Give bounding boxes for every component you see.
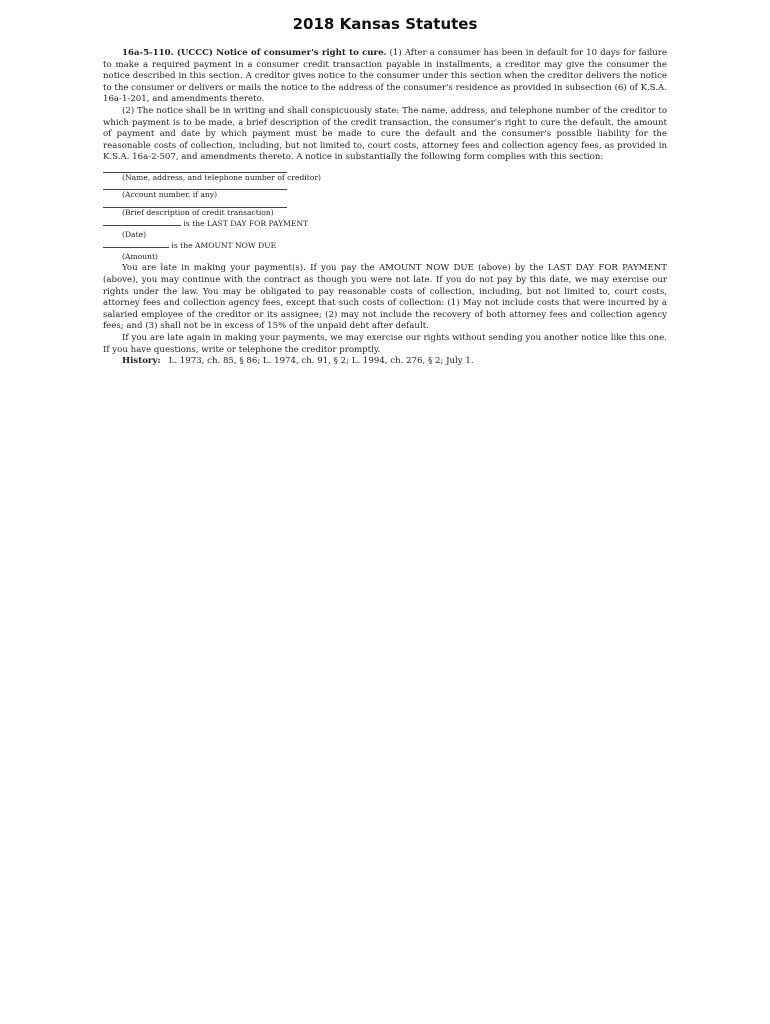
transaction-label: (Brief description of credit transaction): [122, 207, 274, 217]
section-text-1: (1) After a consumer has been in default for 10 days for failure to make a required payment in a consumer credit transaction payable in installments, a creditor may give the consumer the notice described in this section. A creditor gives notice to the consumer under this section when the creditor delivers the notice to the consumer or delivers or mails the notice to the address of the consumer's residence as provided in subsection (6) of K.S.A. 16a-1-201, and amendments thereto.: [103, 48, 667, 105]
creditor-line: [103, 166, 287, 173]
page-title: 2018 Kansas Statutes: [292, 15, 478, 33]
date-blank: [103, 218, 181, 226]
section-heading: 16a-5-110. (UCCC) Notice of consumer's right to cure.: [122, 48, 387, 58]
section-paragraph-2: (2) The notice shall be in writing and shall conspicuously state: The name, address, and telephone number of the creditor to which payment is to be made, a brief description of the credit transaction, the consumer's right to cure the default, the amount of payment and date by which payment must be made to cure the default and the consumer's possible liability for the reasonable costs of collection, including, but not limited to, court costs, attorney fees and collection agency fees, as provided in K.S.A. 16a-2-507, and amendments thereto. A notice in substantially the following form complies with this section:: [103, 105, 667, 163]
transaction-line: [103, 201, 287, 208]
creditor-label: (Name, address, and telephone number of creditor): [122, 172, 321, 182]
notice-paragraph-2: If you are late again in making your payments, we may exercise our rights without sending you another notice like this one. If you have questions, write or telephone the creditor promptly.: [103, 333, 667, 355]
history-text: L. 1973, ch. 85, § 86; L. 1974, ch. 91, § 2; L. 1994, ch. 276, § 2; July 1.: [168, 356, 474, 367]
amount-due-text: is the AMOUNT NOW DUE: [171, 241, 277, 251]
account-line: [103, 183, 287, 190]
date-label: (Date): [122, 229, 147, 239]
last-day-row: [103, 218, 667, 230]
amount-label: (Amount): [122, 251, 159, 261]
amount-due-row: [103, 240, 667, 252]
history-label: History:: [122, 356, 161, 367]
amount-blank: [103, 240, 169, 248]
history-line: [103, 356, 667, 368]
notice-paragraph-1: You are late in making your payment(s). If you pay the AMOUNT NOW DUE (above) by the LAST DAY FOR PAYMENT (above), you may continue with the contract as though you were not late. If you do not pay by this date, we may exercise our rights under the law. You may be obligated to pay reasonable costs of collection, including, but not limited to, court costs, attorney fees and collection agency fees, except that such costs of collection: (1) May not include costs that were incurred by a salaried employee of the creditor or its assignee; (2) may not include the recovery of both attorney fees and collection agency fees; and (3) shall not be in excess of 15% of the unpaid debt after default.: [103, 263, 667, 332]
last-day-text: is the LAST DAY FOR PAYMENT: [183, 219, 309, 229]
section-paragraph-1: [103, 48, 667, 106]
account-label: (Account number, if any): [122, 190, 218, 200]
statute-body: [103, 48, 667, 368]
notice-form: [103, 166, 667, 263]
